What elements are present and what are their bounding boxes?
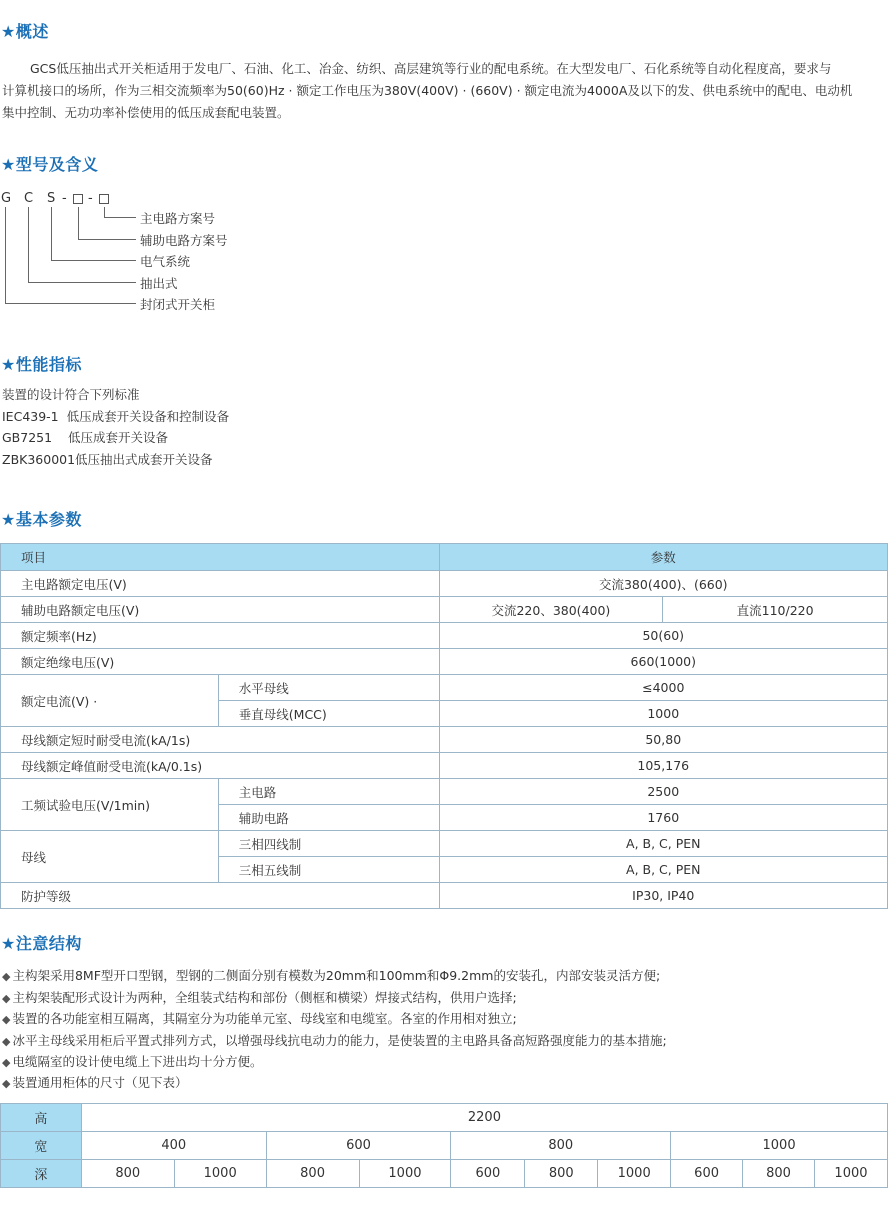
overview-line-2: 计算机接口的场所，作为三相交流频率为50(60)Hz · 额定工作电压为380V(400V) · (660V) · 额定电流为4000A及以下的发、供电系统中的配电、电动机 <box>2 83 853 98</box>
list-item: ◆ 冰平主母线采用柜后平置式排列方式，以增强母线抗电动力的能力，是使装置的主电路具备高短路强度能力的基本措施; <box>2 1033 667 1048</box>
table-row: 垂直母线(MCC) 1000 <box>1 701 888 727</box>
dims-width-row: 宽 400 600 800 1000 <box>1 1132 888 1160</box>
scheme-box-2 <box>99 194 109 204</box>
dims-height-value: 2200 <box>81 1104 887 1132</box>
star-icon: ★ <box>1 510 16 529</box>
leader-line-1-h <box>104 217 136 218</box>
dims-height-row <box>1 1104 888 1132</box>
dims-height-label: 高 <box>1 1104 82 1132</box>
dimensions-table <box>0 1103 888 1188</box>
dims-depth-label: 深 <box>1 1160 82 1188</box>
model-label-main-circuit: 主电路方案号 <box>140 211 216 226</box>
list-item: ◆ 主构架采用8MF型开口型钢，型钢的二侧面分别有模数为20mm和100mm和Φ9.2mm的安装孔，内部安装灵活方便; <box>2 968 661 983</box>
list-item: ◆ 装置的各功能室相互隔离，其隔室分为功能单元室、母线室和电缆室。各室的作用相对独立; <box>2 1011 517 1026</box>
params-header-row <box>1 544 888 571</box>
list-item: ◆ 电缆隔室的设计使电缆上下进出均十分方便。 <box>2 1054 263 1069</box>
standard-iec: IEC439-1 低压成套开关设备和控制设备 <box>2 409 230 424</box>
performance-heading: ★性能指标 <box>1 355 82 374</box>
params-heading: ★基本参数 <box>1 510 82 529</box>
table-row: 母线 三相四线制 A, B, C, PEN <box>1 831 888 857</box>
list-item: ◆ 主构架装配形式设计为两种，全组装式结构和部份（侧框和横梁）焊接式结构，供用户选择; <box>2 990 517 1005</box>
overview-heading: ★概述 <box>1 22 49 41</box>
model-label-electrical-system: 电气系统 <box>140 254 191 269</box>
star-icon: ★ <box>1 155 16 174</box>
model-label-drawout: 抽出式 <box>140 276 178 291</box>
diamond-bullet-icon: ◆ <box>2 992 11 1005</box>
leader-line-3-h <box>51 260 136 261</box>
table-row: 防护等级 IP30, IP40 <box>1 883 888 909</box>
diamond-bullet-icon: ◆ <box>2 970 11 983</box>
dims-width-label: 宽 <box>1 1132 82 1160</box>
overview-line-1: GCS低压抽出式开关柜适用于发电厂、石油、化工、冶金、纺织、高层建筑等行业的配电系统。在大型发电厂、石化系统等自动化程度高，要求与 <box>30 61 832 76</box>
table-row: 辅助电路额定电压(V) 交流220、380(400) 直流110/220 <box>1 597 888 623</box>
table-row: 额定频率(Hz) 50(60) <box>1 623 888 649</box>
leader-line-5-h <box>5 303 136 304</box>
list-item: ◆ 装置通用柜体的尺寸（见下表） <box>2 1075 188 1090</box>
table-row: 辅助电路 1760 <box>1 805 888 831</box>
diamond-bullet-icon: ◆ <box>2 1013 11 1026</box>
structure-heading: ★注意结构 <box>1 934 82 953</box>
table-row: 母线额定峰值耐受电流(kA/0.1s) 105,176 <box>1 753 888 779</box>
table-row: 主电路额定电压(V) 交流380(400)、(660) <box>1 571 888 597</box>
leader-line-4-v <box>28 207 29 283</box>
table-row: 额定绝缘电压(V) 660(1000) <box>1 649 888 675</box>
model-label-enclosed: 封闭式开关柜 <box>140 297 216 312</box>
star-icon: ★ <box>1 355 16 374</box>
model-letter-g: G <box>1 191 12 206</box>
standard-gb: GB7251 低压成套开关设备 <box>2 430 168 445</box>
model-label-aux-circuit: 辅助电路方案号 <box>140 233 228 248</box>
standard-intro: 装置的设计符合下列标准 <box>2 387 140 402</box>
dims-depth-row: 深 800 1000 800 1000 600 800 1000 600 800 1000 <box>1 1160 888 1188</box>
model-heading: ★型号及含义 <box>1 155 99 174</box>
table-row: 额定电流(V) · 水平母线 ≤4000 <box>1 675 888 701</box>
table-row: 三相五线制 A, B, C, PEN <box>1 857 888 883</box>
star-icon: ★ <box>1 22 16 41</box>
model-dash-2: - <box>88 191 93 206</box>
standard-zbk: ZBK360001低压抽出式成套开关设备 <box>2 452 213 467</box>
params-table <box>0 543 888 909</box>
diamond-bullet-icon: ◆ <box>2 1077 11 1090</box>
leader-line-4-h <box>28 282 136 283</box>
leader-line-2-h <box>78 239 136 240</box>
leader-line-5-v <box>5 207 6 304</box>
leader-line-3-v <box>51 207 52 261</box>
table-row: 母线额定短时耐受电流(kA/1s) 50,80 <box>1 727 888 753</box>
model-letter-s: S <box>47 191 56 206</box>
params-header-item: 项目 <box>1 544 440 571</box>
table-row: 工频试验电压(V/1min) 主电路 2500 <box>1 779 888 805</box>
scheme-box-1 <box>73 194 83 204</box>
model-dash-1: - <box>62 191 67 206</box>
model-letter-c: C <box>24 191 34 206</box>
params-header-value: 参数 <box>439 544 887 571</box>
star-icon: ★ <box>1 934 16 953</box>
overview-line-3: 集中控制、无功功率补偿使用的低压成套配电装置。 <box>2 105 290 120</box>
diamond-bullet-icon: ◆ <box>2 1035 11 1048</box>
diamond-bullet-icon: ◆ <box>2 1056 11 1069</box>
leader-line-2-v <box>78 207 79 240</box>
